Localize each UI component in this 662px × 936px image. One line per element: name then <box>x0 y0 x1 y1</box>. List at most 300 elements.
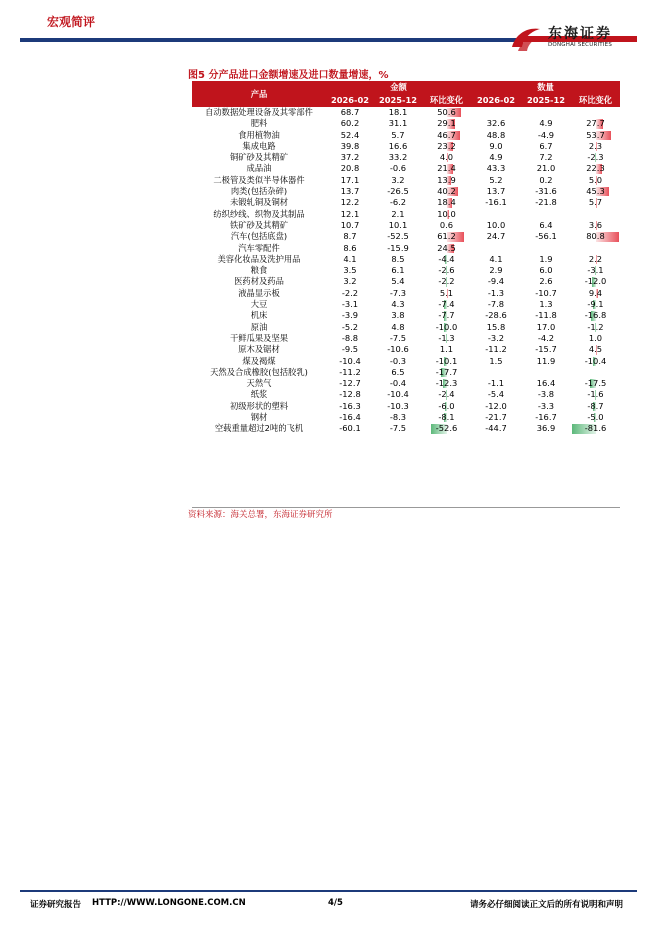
quantity-current-cell <box>471 107 521 118</box>
quantity-change-cell <box>571 197 620 208</box>
quantity-current-cell: 2.9 <box>489 265 503 276</box>
amount-change-cell <box>422 356 471 367</box>
quantity-current-cell: -21.7 <box>485 412 507 423</box>
amount-previous-cell: 4.3 <box>391 299 405 310</box>
quantity-current-cell: 15.8 <box>486 321 506 332</box>
change-value: -8.1 <box>438 412 455 423</box>
amount-change-cell <box>422 288 471 299</box>
quantity-change-cell <box>571 288 620 299</box>
quantity-change-cell <box>571 231 620 242</box>
change-value: -3.1 <box>587 265 604 276</box>
table-row <box>192 209 620 220</box>
quantity-change-cell <box>571 423 620 434</box>
footer-page-number: 4/5 <box>328 898 343 908</box>
change-value: 4.5 <box>588 344 603 355</box>
logo-chinese-text: 东海证券 <box>548 26 612 42</box>
amount-change-cell <box>422 186 471 197</box>
table-row <box>192 107 620 118</box>
table-row <box>192 356 620 367</box>
product-column-header: 产品 <box>192 81 326 107</box>
change-value: -4.4 <box>438 253 455 264</box>
quantity-change-cell <box>571 344 620 355</box>
change-value: -12.3 <box>435 378 458 389</box>
change-value: -2.2 <box>438 276 455 287</box>
quantity-change-cell <box>571 378 620 389</box>
change-value: 53.7 <box>586 129 605 140</box>
change-value: 46.7 <box>437 129 456 140</box>
product-name-cell: 大豆 <box>250 299 268 310</box>
change-value: 5.0 <box>588 174 603 185</box>
change-value: 10.0 <box>437 208 456 219</box>
amount-change-cell <box>422 107 471 118</box>
amount-previous-cell: 5.7 <box>391 129 405 140</box>
change-value: 9.4 <box>588 287 603 298</box>
amount-current-cell: 4.1 <box>343 253 357 264</box>
amount-change-cell <box>422 401 471 412</box>
product-name-cell: 纺织纱线、织物及其制品 <box>213 208 305 219</box>
table-row <box>192 378 620 389</box>
amount-current-cell: -16.3 <box>339 400 361 411</box>
amount-previous-cell: -7.3 <box>389 287 407 298</box>
quantity-previous-cell: -10.7 <box>535 287 557 298</box>
quantity-change-cell <box>571 220 620 231</box>
change-value: -7.7 <box>438 310 455 321</box>
amount-change-cell <box>422 299 471 310</box>
product-name-cell: 汽车零配件 <box>238 242 280 253</box>
product-name-cell: 天然气 <box>246 378 272 389</box>
change-value: -1.6 <box>587 389 604 400</box>
amount-change-cell <box>422 412 471 423</box>
table-row <box>192 310 620 321</box>
product-name-cell: 原油 <box>250 321 268 332</box>
quantity-current-cell: -44.7 <box>485 423 507 434</box>
change-value: -2.3 <box>587 152 604 163</box>
quantity-current-cell: 10.0 <box>486 219 506 230</box>
amount-current-cell: -10.4 <box>339 355 361 366</box>
quantity-change-cell <box>571 310 620 321</box>
change-value: 1.0 <box>588 332 603 343</box>
table-row <box>192 423 620 434</box>
quantity-previous-cell: 17.0 <box>536 321 556 332</box>
quantity-current-cell: 4.9 <box>489 152 503 163</box>
table-row <box>192 220 620 231</box>
quantity-previous-cell: -56.1 <box>535 231 557 242</box>
quantity-previous-cell <box>521 107 571 118</box>
quantity-previous-cell: 21.0 <box>536 163 556 174</box>
amount-change-cell <box>422 152 471 163</box>
product-name-cell: 医药材及药品 <box>234 276 284 287</box>
amount-change-cell <box>422 197 471 208</box>
amount-previous-cell: 31.1 <box>388 118 408 129</box>
quantity-change-cell <box>571 130 620 141</box>
amount-previous-cell: -10.6 <box>387 344 409 355</box>
table-row <box>192 186 620 197</box>
quantity-previous-cell: -31.6 <box>535 186 557 197</box>
quantity-change-cell <box>571 299 620 310</box>
amount-current-cell: -9.5 <box>341 344 359 355</box>
product-name-cell: 粮食 <box>250 265 268 276</box>
change-value: -2.4 <box>438 389 455 400</box>
quantity-previous-cell <box>521 243 571 254</box>
product-name-cell: 汽车(包括底盘) <box>230 231 288 242</box>
table-row <box>192 333 620 344</box>
product-name-cell: 铁矿砂及其精矿 <box>229 219 289 230</box>
company-logo <box>508 21 638 57</box>
quantity-previous-cell: 11.9 <box>536 355 556 366</box>
amount-col-current: 2026-02 <box>326 94 374 107</box>
amount-previous-cell: -26.5 <box>387 186 409 197</box>
amount-change-cell <box>422 322 471 333</box>
table-row <box>192 265 620 276</box>
quantity-col-change: 环比变化 <box>571 94 620 107</box>
quantity-current-cell: -3.2 <box>487 332 505 343</box>
table-row <box>192 175 620 186</box>
change-value: -52.6 <box>435 423 458 434</box>
amount-previous-cell: -10.3 <box>387 400 409 411</box>
amount-change-cell <box>422 220 471 231</box>
product-name-cell: 铜矿砂及其精矿 <box>229 152 289 163</box>
quantity-current-cell: -7.8 <box>487 299 505 310</box>
amount-previous-cell: 6.5 <box>391 366 405 377</box>
amount-previous-cell: -6.2 <box>389 197 407 208</box>
product-name-cell: 集成电路 <box>242 140 276 151</box>
amount-current-cell: 3.2 <box>343 276 357 287</box>
quantity-change-cell <box>571 356 620 367</box>
amount-change-cell <box>422 310 471 321</box>
table-row <box>192 152 620 163</box>
amount-current-cell: 52.4 <box>340 129 360 140</box>
product-name-cell: 纸浆 <box>250 389 268 400</box>
quantity-previous-cell: 7.2 <box>539 152 553 163</box>
change-value: -17.5 <box>584 378 607 389</box>
product-name-cell: 二极管及类似半导体器件 <box>213 174 305 185</box>
amount-change-cell <box>422 367 471 378</box>
amount-previous-cell: -0.4 <box>389 378 407 389</box>
amount-previous-cell: 3.2 <box>391 174 405 185</box>
change-value: 27.7 <box>586 118 605 129</box>
change-value: 23.2 <box>437 140 456 151</box>
quantity-col-current: 2026-02 <box>471 94 521 107</box>
change-value: 0.6 <box>439 219 454 230</box>
table-row <box>192 344 620 355</box>
quantity-previous-cell: -16.7 <box>535 412 557 423</box>
change-value: -9.1 <box>587 299 604 310</box>
table-row <box>192 299 620 310</box>
quantity-previous-cell <box>521 209 571 220</box>
table-row <box>192 288 620 299</box>
quantity-change-cell <box>571 389 620 400</box>
change-value: 29.1 <box>437 118 456 129</box>
amount-previous-cell: -0.3 <box>389 355 407 366</box>
footer-website-link[interactable]: HTTP://WWW.LONGONE.COM.CN <box>92 898 246 908</box>
amount-group-header: 金额 <box>326 81 471 94</box>
table-row <box>192 163 620 174</box>
amount-change-cell <box>422 209 471 220</box>
amount-change-cell <box>422 175 471 186</box>
change-value: -12.0 <box>584 276 607 287</box>
amount-change-cell <box>422 130 471 141</box>
quantity-change-cell <box>571 141 620 152</box>
change-value: -16.8 <box>584 310 607 321</box>
quantity-change-cell <box>571 276 620 287</box>
change-value: 24.5 <box>437 242 456 253</box>
quantity-current-cell: 24.7 <box>486 231 506 242</box>
change-value: -6.0 <box>438 400 455 411</box>
amount-change-cell <box>422 333 471 344</box>
quantity-current-cell: 9.0 <box>489 140 503 151</box>
quantity-current-cell: -9.4 <box>487 276 505 287</box>
amount-previous-cell: -7.5 <box>389 423 407 434</box>
change-value: 3.6 <box>588 219 603 230</box>
quantity-previous-cell: 0.2 <box>539 174 553 185</box>
quantity-change-cell <box>571 254 620 265</box>
quantity-previous-cell: 4.9 <box>539 118 553 129</box>
amount-current-cell: 3.5 <box>343 265 357 276</box>
amount-current-cell: 17.1 <box>340 174 360 185</box>
amount-change-cell <box>422 276 471 287</box>
quantity-previous-cell: -3.3 <box>537 400 555 411</box>
quantity-change-cell <box>571 412 620 423</box>
quantity-change-cell <box>571 333 620 344</box>
amount-previous-cell: -8.3 <box>389 412 407 423</box>
amount-change-cell <box>422 265 471 276</box>
quantity-change-cell <box>571 175 620 186</box>
change-value: -1.3 <box>438 332 455 343</box>
change-value: 50.6 <box>437 107 456 117</box>
amount-change-cell <box>422 344 471 355</box>
table-row <box>192 197 620 208</box>
amount-col-previous: 2025-12 <box>374 94 422 107</box>
quantity-previous-cell: 16.4 <box>536 378 556 389</box>
change-value: 5.7 <box>588 197 603 208</box>
amount-change-cell <box>422 254 471 265</box>
amount-current-cell: 10.7 <box>340 219 360 230</box>
change-value: 13.9 <box>437 174 456 185</box>
amount-change-cell <box>422 423 471 434</box>
change-value: -10.0 <box>435 321 458 332</box>
figure-source: 资料来源：海关总署，东海证券研究所 <box>188 510 333 520</box>
quantity-change-cell <box>571 186 620 197</box>
import-growth-table <box>192 81 620 435</box>
amount-change-cell <box>422 118 471 129</box>
amount-previous-cell: 16.6 <box>388 140 408 151</box>
amount-current-cell: 13.7 <box>340 186 360 197</box>
change-value: 80.8 <box>586 231 605 242</box>
change-value: 61.2 <box>437 231 456 242</box>
amount-current-cell: 37.2 <box>340 152 360 163</box>
quantity-col-previous: 2025-12 <box>521 94 571 107</box>
table-row <box>192 276 620 287</box>
amount-previous-cell: 8.5 <box>391 253 405 264</box>
amount-previous-cell: 33.2 <box>388 152 408 163</box>
quantity-previous-cell: 1.3 <box>539 299 553 310</box>
product-name-cell: 煤及褐煤 <box>242 355 276 366</box>
change-value: -2.6 <box>438 265 455 276</box>
amount-current-cell: 8.6 <box>343 242 357 253</box>
header-divider-blue <box>20 38 520 42</box>
amount-current-cell: 39.8 <box>340 140 360 151</box>
quantity-current-cell <box>471 367 521 378</box>
change-value: 2.2 <box>588 253 603 264</box>
table-row <box>192 243 620 254</box>
quantity-previous-cell: -3.8 <box>537 389 555 400</box>
quantity-change-cell <box>571 322 620 333</box>
amount-previous-cell: 5.4 <box>391 276 405 287</box>
amount-previous-cell: -15.9 <box>387 242 409 253</box>
table-row <box>192 254 620 265</box>
table-row <box>192 141 620 152</box>
table-row <box>192 130 620 141</box>
amount-current-cell: -3.9 <box>341 310 359 321</box>
quantity-current-cell: 48.8 <box>486 129 506 140</box>
amount-current-cell: -5.2 <box>341 321 359 332</box>
quantity-current-cell: 4.1 <box>489 253 503 264</box>
figure-title: 图5 分产品进口金额增速及进口数量增速，% <box>188 70 389 81</box>
quantity-current-cell <box>471 209 521 220</box>
quantity-current-cell: 1.5 <box>489 355 503 366</box>
amount-change-cell <box>422 141 471 152</box>
product-name-cell: 美容化妆品及洗护用品 <box>217 253 301 264</box>
table-row <box>192 231 620 242</box>
change-value: -8.7 <box>587 400 604 411</box>
change-value: -1.2 <box>587 321 604 332</box>
amount-current-cell: 8.7 <box>343 231 357 242</box>
amount-current-cell: -8.8 <box>341 332 359 343</box>
quantity-previous-cell: 6.0 <box>539 265 553 276</box>
product-name-cell: 空载重量超过2吨的飞机 <box>214 423 304 434</box>
amount-previous-cell: 3.8 <box>391 310 405 321</box>
quantity-current-cell: 32.6 <box>486 118 506 129</box>
amount-current-cell: 12.1 <box>340 208 360 219</box>
change-value: 22.3 <box>586 163 605 174</box>
quantity-previous-cell: 2.6 <box>539 276 553 287</box>
amount-current-cell: -12.8 <box>339 389 361 400</box>
product-name-cell: 成品油 <box>246 163 272 174</box>
product-name-cell: 未锻轧铜及铜材 <box>229 197 289 208</box>
footer-divider <box>20 890 637 892</box>
quantity-current-cell: -1.1 <box>487 378 505 389</box>
amount-previous-cell: 6.1 <box>391 265 405 276</box>
change-value: -10.1 <box>435 355 458 366</box>
product-name-cell: 原木及锯材 <box>238 344 280 355</box>
quantity-previous-cell: 1.9 <box>539 253 553 264</box>
amount-current-cell: 68.7 <box>340 107 360 117</box>
amount-previous-cell: 10.1 <box>388 219 408 230</box>
amount-current-cell: -60.1 <box>339 423 361 434</box>
amount-change-cell <box>422 389 471 400</box>
product-name-cell: 液晶显示板 <box>238 287 280 298</box>
header-section-title: 宏观简评 <box>47 15 96 29</box>
change-value: 2.3 <box>588 140 603 151</box>
product-name-cell: 干鲜瓜果及坚果 <box>229 332 289 343</box>
quantity-current-cell: 5.2 <box>489 174 503 185</box>
amount-previous-cell: 18.1 <box>388 107 408 117</box>
quantity-previous-cell: 6.7 <box>539 140 553 151</box>
product-name-cell: 肥料 <box>250 118 268 129</box>
amount-current-cell: -12.7 <box>339 378 361 389</box>
table-row <box>192 118 620 129</box>
quantity-current-cell: -5.4 <box>487 389 505 400</box>
quantity-change-cell <box>571 107 620 118</box>
table-row <box>192 367 620 378</box>
footer-disclaimer: 请务必仔细阅读正文后的所有说明和声明 <box>470 900 624 910</box>
change-value: 21.4 <box>437 163 456 174</box>
quantity-previous-cell: 36.9 <box>536 423 556 434</box>
amount-previous-cell: -10.4 <box>387 389 409 400</box>
quantity-change-cell <box>571 243 620 254</box>
product-name-cell: 肉类(包括杂碎) <box>230 186 288 197</box>
table-row <box>192 412 620 423</box>
quantity-group-header: 数量 <box>471 81 620 94</box>
quantity-previous-cell: -15.7 <box>535 344 557 355</box>
quantity-current-cell: -28.6 <box>485 310 507 321</box>
quantity-current-cell <box>471 243 521 254</box>
amount-current-cell: -11.2 <box>339 366 361 377</box>
quantity-change-cell <box>571 163 620 174</box>
table-row <box>192 401 620 412</box>
quantity-change-cell <box>571 265 620 276</box>
amount-current-cell: -3.1 <box>341 299 359 310</box>
amount-previous-cell: -7.5 <box>389 332 407 343</box>
change-value: -5.0 <box>587 412 604 423</box>
quantity-previous-cell: -11.8 <box>535 310 557 321</box>
change-value: 5.1 <box>439 287 454 298</box>
quantity-current-cell: -16.1 <box>485 197 507 208</box>
amount-change-cell <box>422 378 471 389</box>
change-value: 45.3 <box>586 186 605 197</box>
product-name-cell: 机床 <box>250 310 268 321</box>
product-name-cell: 天然及合成橡胶(包括胶乳) <box>210 366 308 377</box>
amount-previous-cell: 4.8 <box>391 321 405 332</box>
amount-current-cell: -2.2 <box>341 287 359 298</box>
amount-previous-cell: -0.6 <box>389 163 407 174</box>
quantity-change-cell <box>571 118 620 129</box>
quantity-previous-cell <box>521 367 571 378</box>
logo-mark-icon <box>508 21 544 57</box>
change-value: 40.2 <box>437 186 456 197</box>
amount-previous-cell: 2.1 <box>391 208 405 219</box>
quantity-current-cell: -11.2 <box>485 344 507 355</box>
amount-current-cell: 20.8 <box>340 163 360 174</box>
quantity-current-cell: 43.3 <box>486 163 506 174</box>
change-value: -7.4 <box>438 299 455 310</box>
table-row <box>192 322 620 333</box>
change-value: 18.4 <box>437 197 456 208</box>
quantity-current-cell: -1.3 <box>487 287 505 298</box>
table-row <box>192 389 620 400</box>
product-name-cell: 食用植物油 <box>238 129 280 140</box>
quantity-change-cell <box>571 401 620 412</box>
quantity-previous-cell: -21.8 <box>535 197 557 208</box>
amount-previous-cell: -52.5 <box>387 231 409 242</box>
amount-current-cell: -16.4 <box>339 412 361 423</box>
change-value: -10.4 <box>584 355 607 366</box>
amount-current-cell: 12.2 <box>340 197 360 208</box>
footer-report-type: 证券研究报告 <box>30 900 82 910</box>
quantity-previous-cell: 6.4 <box>539 219 553 230</box>
logo-english-text: DONGHAI SECURITIES <box>548 42 613 48</box>
product-name-cell: 自动数据处理设备及其零部件 <box>205 107 313 117</box>
quantity-previous-cell: -4.2 <box>537 332 555 343</box>
change-value: 1.1 <box>439 344 454 355</box>
amount-col-change: 环比变化 <box>422 94 471 107</box>
quantity-current-cell: -12.0 <box>485 400 507 411</box>
amount-change-cell <box>422 243 471 254</box>
quantity-change-cell <box>571 209 620 220</box>
quantity-change-cell <box>571 367 620 378</box>
change-value: -81.6 <box>584 423 607 434</box>
product-name-cell: 初级形状的塑料 <box>229 400 289 411</box>
